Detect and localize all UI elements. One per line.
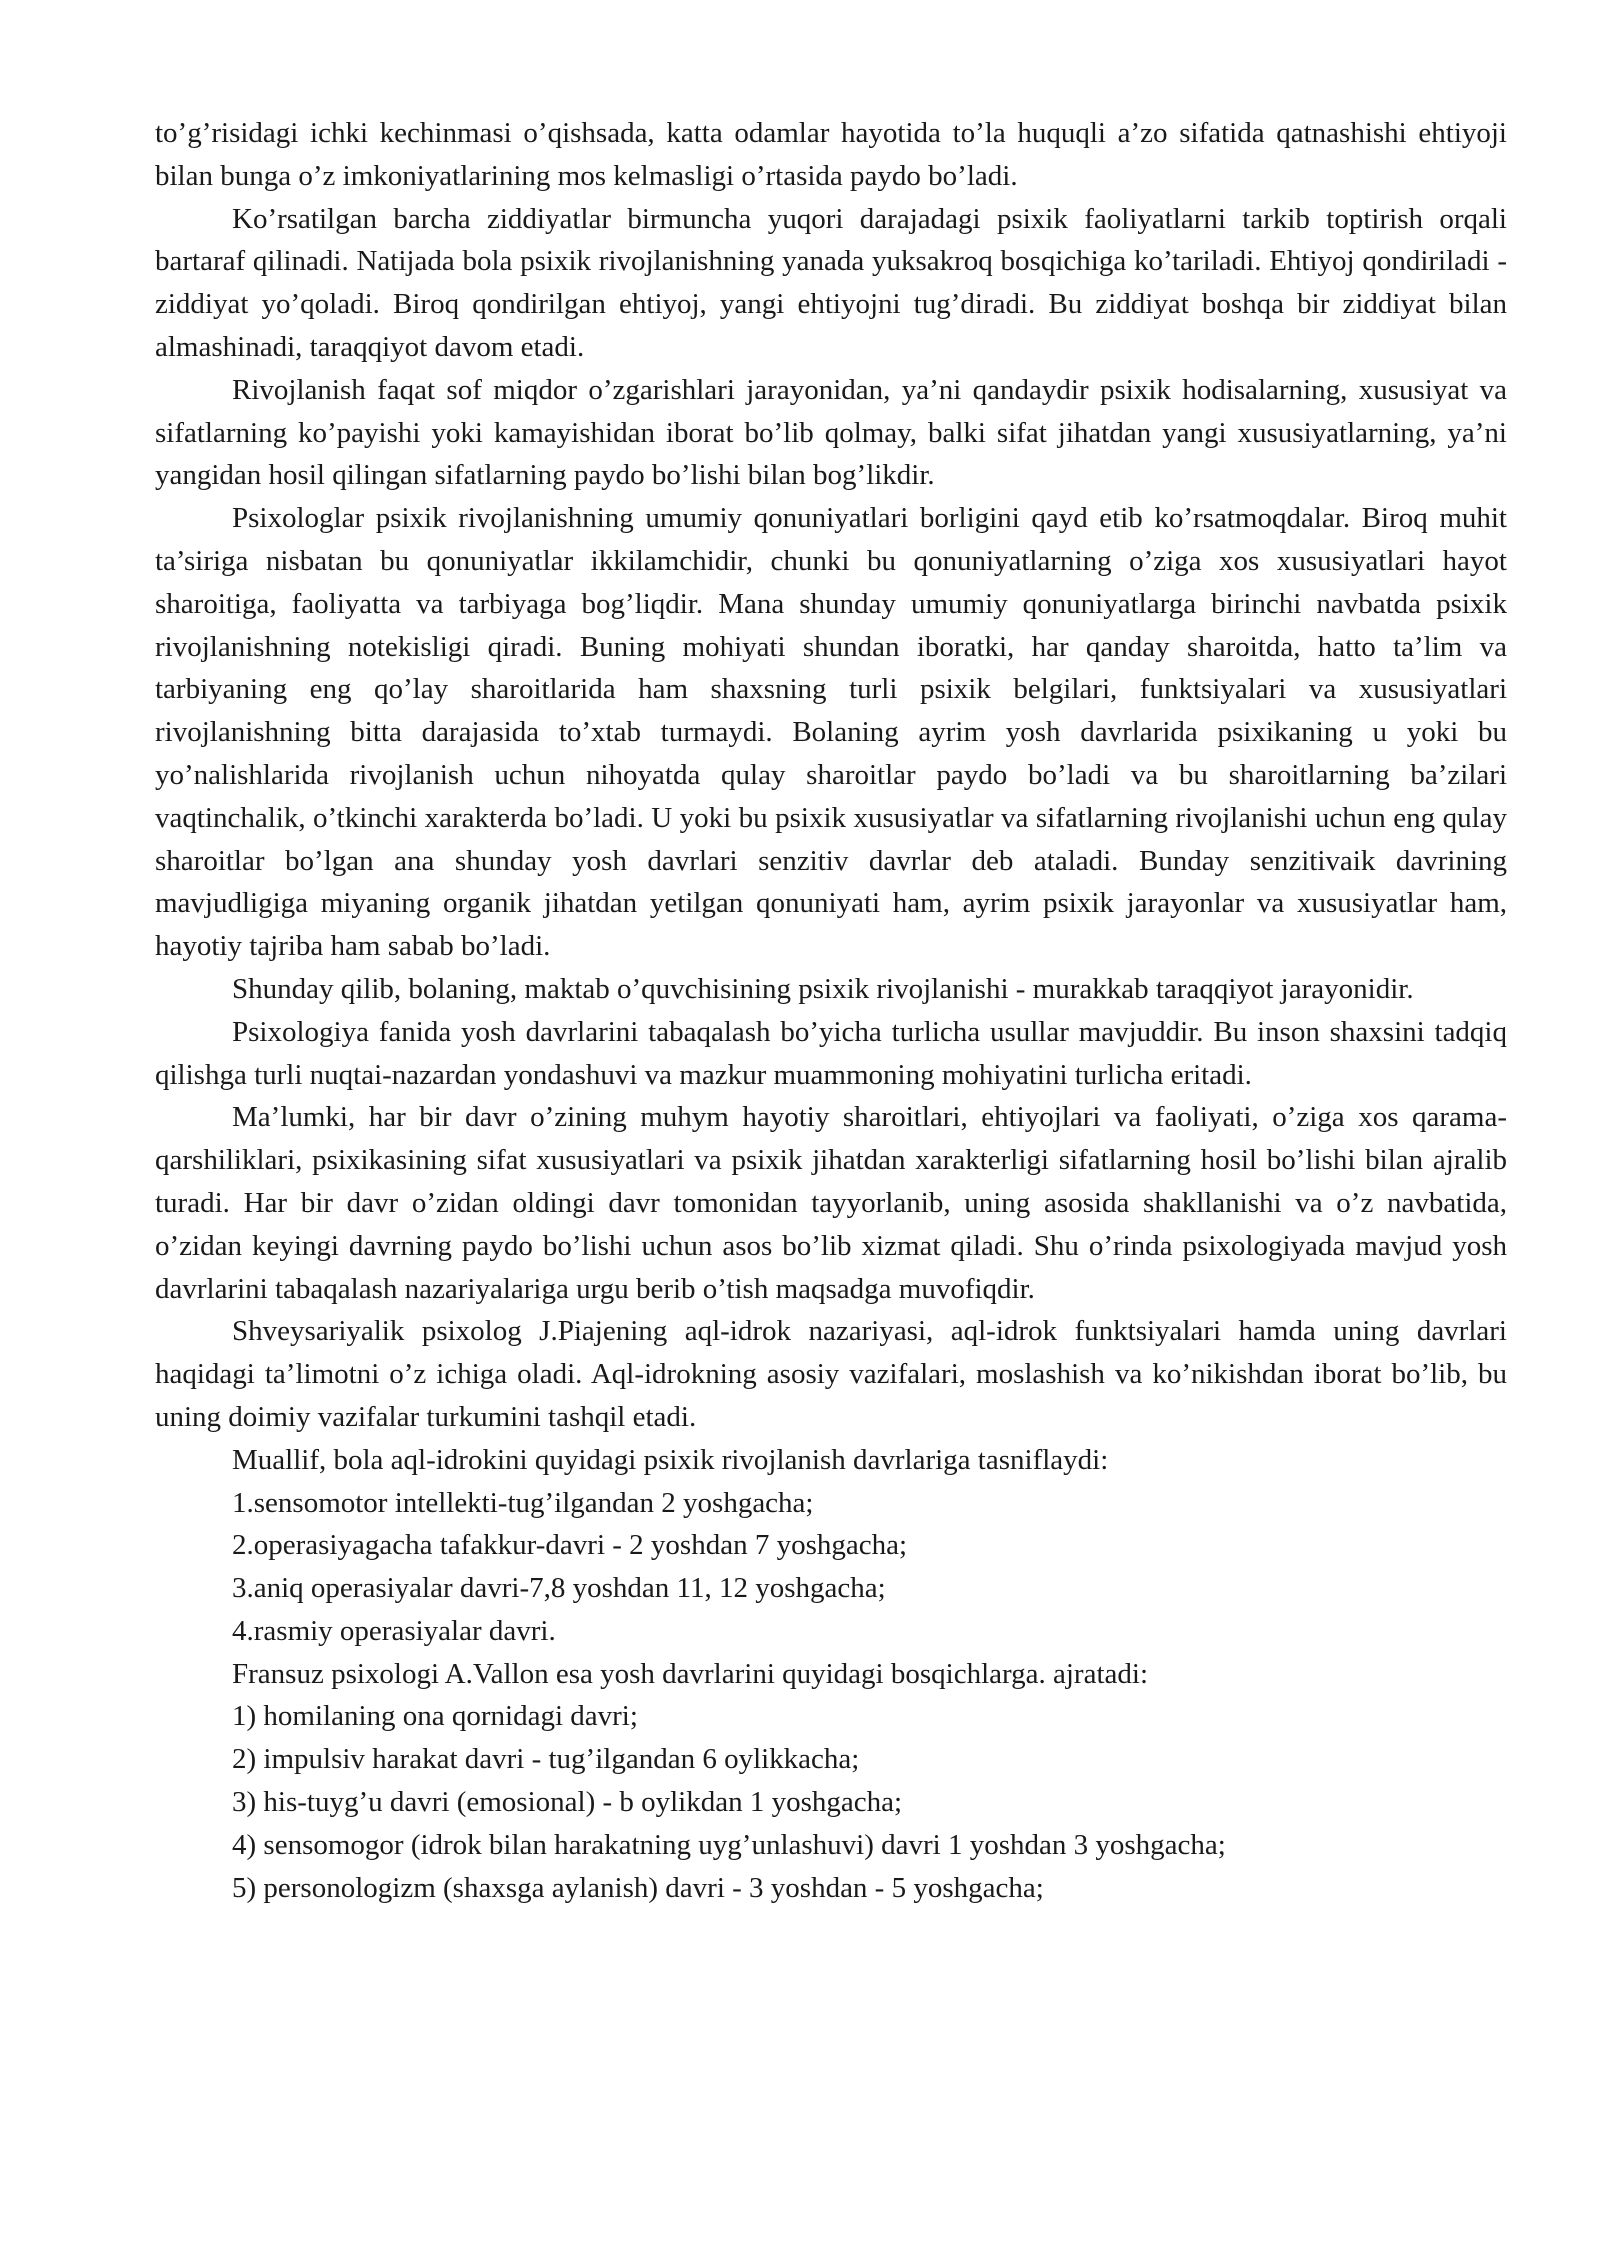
list-item: 5) personologizm (shaxsga aylanish) davri - 3 yoshdan - 5 yoshgacha; (232, 1871, 1044, 1904)
list-intro-wallon: Fransuz psixologi A.Vallon esa yosh davrlarini quyidagi bosqichlarga. ajratadi: (232, 1657, 1149, 1690)
paragraph-laws: Psixologlar psixik rivojlanishning umumiy qonuniyatlari borligini qayd etib ko’rsatmoqdalar. Biroq muhit ta’siriga nisbatan bu qonuniyatlar ikkilamchidir, chunki bu qonuniyatlarning o’ziga xos xususiyatlari hayot sharoitiga, faoliyatta va tarbiyaga bog’liqdir. Mana shunday umumiy qonuniyatlarga birinchi navbatda psixik rivojlanishning notekisligi qiradi. Buning mohiyati shundan iboratki, har qanday sharoitda, hatto ta’lim va tarbiyaning eng qo’lay sharoitlarida ham shaxsning turli psixik belgilari, funktsiyalari va xususiyatlari rivojlanishning bitta darajasida to’xtab turmaydi. Bolaning ayrim yosh davrlarida psixikaning u yoki bu yo’nalishlarida rivojlanish uchun nihoyatda qulay sharoitlar paydo bo’ladi va bu sharoitlarning ba’zilari vaqtinchalik, o’tkinchi xarakterda bo’ladi. U yoki bu psixik xususiyatlar va sifatlarning rivojlanishi uchun eng qulay sharoitlar bo’lgan ana shunday yosh davrlari senzitiv davrlar deb ataladi. Bunday senzitivaik davrining mavjudligiga miyaning organik jihatdan yetilgan qonuniyati ham, ayrim psixik jarayonlar va xususiyatlar ham, hayotiy tajriba ham sabab bo’ladi. (155, 502, 1507, 963)
paragraph-piaget: Shveysariyalik psixolog J.Piajening aql-idrok nazariyasi, aql-idrok funktsiyalari hamda uning davrlari haqidagi ta’limotni o’z ichiga oladi. Aql-idrokning asosiy vazifalari, moslashish va ko’nikishdan iborat bo’lib, bu uning doimiy vazifalar turkumini tashqil etadi. (155, 1315, 1507, 1433)
paragraph-development: Rivojlanish faqat sof miqdor o’zgarishlari jarayonidan, ya’ni qandaydir psixik hodisalarning, xususiyat va sifatlarning ko’payishi yoki kamayishidan iborat bo’lib qolmay, balki sifat jihatdan yangi xususiyatlarning, ya’ni yangidan hosil qilingan sifatlarning paydo bo’lishi bilan bog’likdir. (155, 373, 1507, 492)
list-item: 4) sensomogor (idrok bilan harakatning uyg’unlashuvi) davri 1 yoshdan 3 yoshgacha; (232, 1828, 1226, 1861)
list-item: 3) his-tuyg’u davri (emosional) - b oylikdan 1 yoshgacha; (232, 1786, 903, 1819)
paragraph-summary: Shunday qilib, bolaning, maktab o’quvchisining psixik rivojlanishi - murakkab taraqqiyot jarayonidir. (232, 972, 1414, 1005)
list-item: 1) homilaning ona qornidagi davri; (232, 1700, 638, 1733)
paragraph-contradictions: Ko’rsatilgan barcha ziddiyatlar birmuncha yuqori darajadagi psixik faoliyatlarni tarkib toptirish orqali bartaraf qilinadi. Natijada bola psixik rivojlanishning yanada yuksakroq bosqichiga ko’tariladi. Ehtiyoj qondiriladi - ziddiyat yo’qoladi. Biroq qondirilgan ehtiyoj, yangi ehtiyojni tug’diradi. Bu ziddiyat boshqa bir ziddiyat bilan almashinadi, taraqqiyot davom etadi. (155, 202, 1507, 363)
list-item: 1.sensomotor intellekti-tug’ilgandan 2 yoshgacha; (232, 1486, 814, 1519)
paragraph-periods: Ma’lumki, har bir davr o’zining muhym hayotiy sharoitlari, ehtiyojlari va faoliyati, o’ziga xos qarama-qarshiliklari, psixikasining sifat xususiyatlari va psixik jihatdan xarakterligi sifatlarning hosil bo’lishi bilan ajralib turadi. Har bir davr o’zidan oldingi davr tomonidan tayyorlanib, uning asosida shakllanishi va o’z navbatida, o’zidan keyingi davrning paydo bo’lishi uchun asos bo’lib xizmat qiladi. Shu o’rinda psixologiyada mavjud yosh davrlarini tabaqalash nazariyalariga urgu berib o’tish maqsadga muvofiqdir. (155, 1101, 1507, 1305)
list-item: 2) impulsiv harakat davri - tug’ilgandan 6 oylikkacha; (232, 1743, 860, 1776)
paragraph-continuation: to’g’risidagi ichki kechinmasi o’qishsada, katta odamlar hayotida to’la huquqli a’zo sifatida qatnashishi ehtiyoji bilan bunga o’z imkoniyatlarining mos kelmasligi o’rtasida paydo bo’ladi. (155, 117, 1507, 192)
document-page (155, 112, 1507, 1909)
list-intro-piaget: Muallif, bola aql-idrokini quyidagi psixik rivojlanish davrlariga tasniflaydi: (232, 1443, 1109, 1476)
list-item: 2.operasiyagacha tafakkur-davri - 2 yoshdan 7 yoshgacha; (232, 1529, 908, 1562)
list-item: 4.rasmiy operasiyalar davri. (232, 1614, 556, 1647)
list-item: 3.aniq operasiyalar davri-7,8 yoshdan 11, 12 yoshgacha; (232, 1572, 886, 1605)
paragraph-periodization: Psixologiya fanida yosh davrlarini tabaqalash bo’yicha turlicha usullar mavjuddir. Bu inson shaxsini tadqiq qilishga turli nuqtai-nazardan yondashuvi va mazkur muammoning mohiyatini turlicha eritadi. (155, 1015, 1507, 1091)
